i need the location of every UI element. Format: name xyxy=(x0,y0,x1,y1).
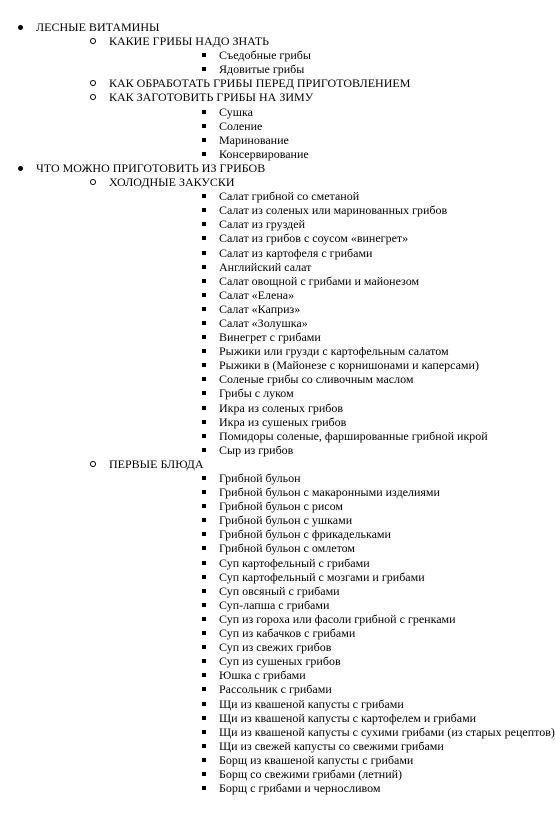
subsection-title-link[interactable]: КАКИЕ ГРИБЫ НАДО ЗНАТЬ xyxy=(109,34,269,49)
recipe-link[interactable]: Икра из соленых грибов xyxy=(219,400,344,415)
subsection-item xyxy=(36,90,555,160)
subsection-title-link[interactable]: ХОЛОДНЫЕ ЗАКУСКИ xyxy=(109,175,235,190)
square-bullet-icon xyxy=(200,584,210,598)
square-bullet-icon xyxy=(200,654,210,668)
square-bullet-icon xyxy=(200,231,210,245)
subsection-list xyxy=(36,175,555,795)
recipe-item xyxy=(109,640,555,654)
square-bullet-icon xyxy=(200,217,210,231)
recipe-link[interactable]: Салат из груздей xyxy=(219,217,305,232)
square-bullet-icon xyxy=(200,640,210,654)
recipe-link[interactable]: Грибной бульон с ушками xyxy=(219,513,353,528)
square-bullet-icon xyxy=(200,386,210,400)
recipe-link[interactable]: Салат овощной с грибами и майонезом xyxy=(219,273,420,288)
square-bullet-icon xyxy=(200,48,210,62)
recipe-item xyxy=(109,189,555,203)
recipe-link[interactable]: Грибной бульон с фрикадельками xyxy=(219,527,391,542)
square-bullet-icon xyxy=(200,541,210,555)
recipe-link[interactable]: Суп-лапша с грибами xyxy=(219,597,330,612)
subsection-title-link[interactable]: ПЕРВЫЕ БЛЮДА xyxy=(109,456,204,471)
recipe-link[interactable]: Салат «Золушка» xyxy=(219,315,308,330)
recipe-item xyxy=(109,217,555,231)
square-bullet-icon xyxy=(200,330,210,344)
recipe-link[interactable]: Щи из свежей капусты со свежими грибами xyxy=(219,738,444,753)
square-bullet-icon xyxy=(200,203,210,217)
recipe-link[interactable]: Суп картофельный с грибами xyxy=(219,555,370,570)
recipe-link[interactable]: Рыжики в (Майонезе с корнишонами и каперсами) xyxy=(219,358,479,373)
subsection-title-link[interactable]: КАК ЗАГОТОВИТЬ ГРИБЫ НА ЗИМУ xyxy=(109,90,314,105)
subsection-title-link[interactable]: КАК ОБРАБОТАТЬ ГРИБЫ ПЕРЕД ПРИГОТОВЛЕНИЕМ xyxy=(109,76,411,91)
square-bullet-icon xyxy=(200,415,210,429)
recipe-link[interactable]: Соленые грибы со сливочным маслом xyxy=(219,372,414,387)
square-bullet-icon xyxy=(200,682,210,696)
recipe-item xyxy=(109,471,555,485)
recipe-item xyxy=(109,513,555,527)
recipe-item xyxy=(109,231,555,245)
recipe-link[interactable]: Сыр из грибов xyxy=(219,442,294,457)
recipe-item xyxy=(109,260,555,274)
recipe-link[interactable]: Консервирование xyxy=(219,146,309,161)
square-bullet-icon xyxy=(200,499,210,513)
square-bullet-icon xyxy=(200,119,210,133)
square-bullet-icon xyxy=(200,668,210,682)
recipe-item xyxy=(109,358,555,372)
subsection-item xyxy=(36,34,555,76)
square-bullet-icon xyxy=(200,626,210,640)
circle-bullet-icon xyxy=(89,457,99,471)
recipe-item xyxy=(109,119,555,133)
recipe-item xyxy=(109,598,555,612)
square-bullet-icon xyxy=(200,274,210,288)
recipe-item xyxy=(109,485,555,499)
circle-bullet-icon xyxy=(89,76,99,90)
recipe-item xyxy=(109,344,555,358)
square-bullet-icon xyxy=(200,513,210,527)
recipe-item xyxy=(109,668,555,682)
square-bullet-icon xyxy=(200,767,210,781)
section-title-link[interactable]: ЛЕСНЫЕ ВИТАМИНЫ xyxy=(36,20,160,34)
square-bullet-icon xyxy=(200,372,210,386)
square-bullet-icon xyxy=(200,133,210,147)
recipe-link[interactable]: Щи из квашеной капусты с грибами xyxy=(219,696,404,711)
recipe-item xyxy=(109,697,555,711)
square-bullet-icon xyxy=(200,711,210,725)
recipe-link[interactable]: Суп из сушеных грибов xyxy=(219,654,341,669)
recipe-link[interactable]: Грибной бульон с макаронными изделиями xyxy=(219,485,440,500)
recipe-link[interactable]: Рыжики или грузди с картофельным салатом xyxy=(219,344,449,359)
recipe-item xyxy=(109,48,555,62)
recipe-link[interactable]: Борщ с грибами и черносливом xyxy=(219,781,381,796)
square-bullet-icon xyxy=(200,598,210,612)
subsection-item xyxy=(36,457,555,795)
recipe-item xyxy=(109,288,555,302)
recipe-link[interactable]: Соление xyxy=(219,118,263,133)
square-bullet-icon xyxy=(200,556,210,570)
subsection-list xyxy=(36,34,555,161)
square-bullet-icon xyxy=(200,401,210,415)
square-bullet-icon xyxy=(200,485,210,499)
square-bullet-icon xyxy=(200,189,210,203)
square-bullet-icon xyxy=(200,358,210,372)
recipe-item xyxy=(109,541,555,555)
recipe-link[interactable]: Ядовитые грибы xyxy=(219,62,305,77)
square-bullet-icon xyxy=(200,570,210,584)
recipe-item xyxy=(109,316,555,330)
recipe-item xyxy=(109,626,555,640)
recipe-item xyxy=(109,105,555,119)
square-bullet-icon xyxy=(200,147,210,161)
recipe-item xyxy=(109,274,555,288)
circle-bullet-icon xyxy=(89,34,99,48)
recipe-link[interactable]: Салат «Елена» xyxy=(219,287,295,302)
square-bullet-icon xyxy=(200,739,210,753)
recipe-item xyxy=(109,711,555,725)
recipe-item xyxy=(109,62,555,76)
square-bullet-icon xyxy=(200,612,210,626)
square-bullet-icon xyxy=(200,753,210,767)
recipe-link[interactable]: Сушка xyxy=(219,104,253,119)
section-list xyxy=(0,20,555,795)
recipe-item xyxy=(109,330,555,344)
recipe-item xyxy=(109,302,555,316)
recipe-link[interactable]: Грибной бульон с рисом xyxy=(219,499,343,514)
recipe-link[interactable]: Щи из квашеной капусты с картофелем и грибами xyxy=(219,710,477,725)
recipe-item xyxy=(109,781,555,795)
recipe-list xyxy=(109,471,555,795)
subsection-item xyxy=(36,76,555,90)
square-bullet-icon xyxy=(200,471,210,485)
section-item xyxy=(0,161,555,795)
square-bullet-icon xyxy=(200,316,210,330)
square-bullet-icon xyxy=(200,344,210,358)
recipe-link[interactable]: Салат из соленых или маринованных грибов xyxy=(219,203,448,218)
recipe-item xyxy=(109,753,555,767)
recipe-item xyxy=(109,401,555,415)
recipe-link[interactable]: Помидоры соленые, фаршированные грибной икрой xyxy=(219,428,488,443)
disc-bullet-icon xyxy=(16,161,26,175)
recipe-link[interactable]: Винегрет с грибами xyxy=(219,330,321,345)
recipe-item xyxy=(109,612,555,626)
recipe-link[interactable]: Суп овсяный с грибами xyxy=(219,583,340,598)
recipe-link[interactable]: Грибы с луком xyxy=(219,386,294,401)
square-bullet-icon xyxy=(200,781,210,795)
recipe-item xyxy=(109,133,555,147)
circle-bullet-icon xyxy=(89,90,99,104)
square-bullet-icon xyxy=(200,527,210,541)
recipe-item xyxy=(109,443,555,457)
recipe-item xyxy=(109,429,555,443)
recipe-link[interactable]: Съедобные грибы xyxy=(219,48,311,63)
recipe-link[interactable]: Грибной бульон xyxy=(219,471,301,485)
recipe-link[interactable]: Суп из кабачков с грибами xyxy=(219,626,356,641)
recipe-link[interactable]: Рассольник с грибами xyxy=(219,682,332,697)
recipe-list xyxy=(109,189,555,457)
section-item xyxy=(0,20,555,161)
square-bullet-icon xyxy=(200,725,210,739)
recipe-item xyxy=(109,386,555,400)
recipe-item xyxy=(109,415,555,429)
recipe-link[interactable]: Салат из картофеля с грибами xyxy=(219,245,373,260)
square-bullet-icon xyxy=(200,62,210,76)
recipe-item xyxy=(109,499,555,513)
recipe-link[interactable]: Икра из сушеных грибов xyxy=(219,414,347,429)
recipe-link[interactable]: Салат из грибов с соусом «винегрет» xyxy=(219,231,409,246)
subsection-item xyxy=(36,175,555,457)
disc-bullet-icon xyxy=(16,20,26,34)
square-bullet-icon xyxy=(200,697,210,711)
recipe-list xyxy=(109,48,555,76)
recipe-item xyxy=(109,654,555,668)
recipe-link[interactable]: Суп из свежих грибов xyxy=(219,640,332,655)
recipe-item xyxy=(109,739,555,753)
recipe-link[interactable]: Юшка с грибами xyxy=(219,668,306,683)
square-bullet-icon xyxy=(200,443,210,457)
square-bullet-icon xyxy=(200,429,210,443)
recipe-item xyxy=(109,570,555,584)
recipe-item xyxy=(109,584,555,598)
square-bullet-icon xyxy=(200,105,210,119)
recipe-list xyxy=(109,105,555,161)
square-bullet-icon xyxy=(200,260,210,274)
recipe-link[interactable]: Суп из гороха или фасоли грибной с гренками xyxy=(219,611,456,626)
recipe-item xyxy=(109,682,555,696)
recipe-item xyxy=(109,203,555,217)
square-bullet-icon xyxy=(200,302,210,316)
recipe-item xyxy=(109,246,555,260)
recipe-link[interactable]: Борщ из квашеной капусты с грибами xyxy=(219,752,414,767)
square-bullet-icon xyxy=(200,246,210,260)
recipe-item xyxy=(109,556,555,570)
recipe-link[interactable]: Салат «Каприз» xyxy=(219,301,301,316)
recipe-item xyxy=(109,372,555,386)
recipe-link[interactable]: Английский салат xyxy=(219,259,312,274)
recipe-item xyxy=(109,527,555,541)
square-bullet-icon xyxy=(200,288,210,302)
recipe-link[interactable]: Салат грибной со сметаной xyxy=(219,189,360,204)
recipe-item xyxy=(109,147,555,161)
circle-bullet-icon xyxy=(89,175,99,189)
recipe-link[interactable]: Щи из квашеной капусты с сухими грибами (из старых рецептов) xyxy=(219,724,555,739)
recipe-item xyxy=(109,725,555,739)
recipe-item xyxy=(109,767,555,781)
recipe-link[interactable]: Грибной бульон с омлетом xyxy=(219,541,356,556)
section-title-link[interactable]: ЧТО МОЖНО ПРИГОТОВИТЬ ИЗ ГРИБОВ xyxy=(36,160,266,175)
recipe-link[interactable]: Борщ со свежими грибами (летний) xyxy=(219,766,403,781)
recipe-link[interactable]: Суп картофельный с мозгами и грибами xyxy=(219,569,425,584)
recipe-link[interactable]: Маринование xyxy=(219,132,289,147)
